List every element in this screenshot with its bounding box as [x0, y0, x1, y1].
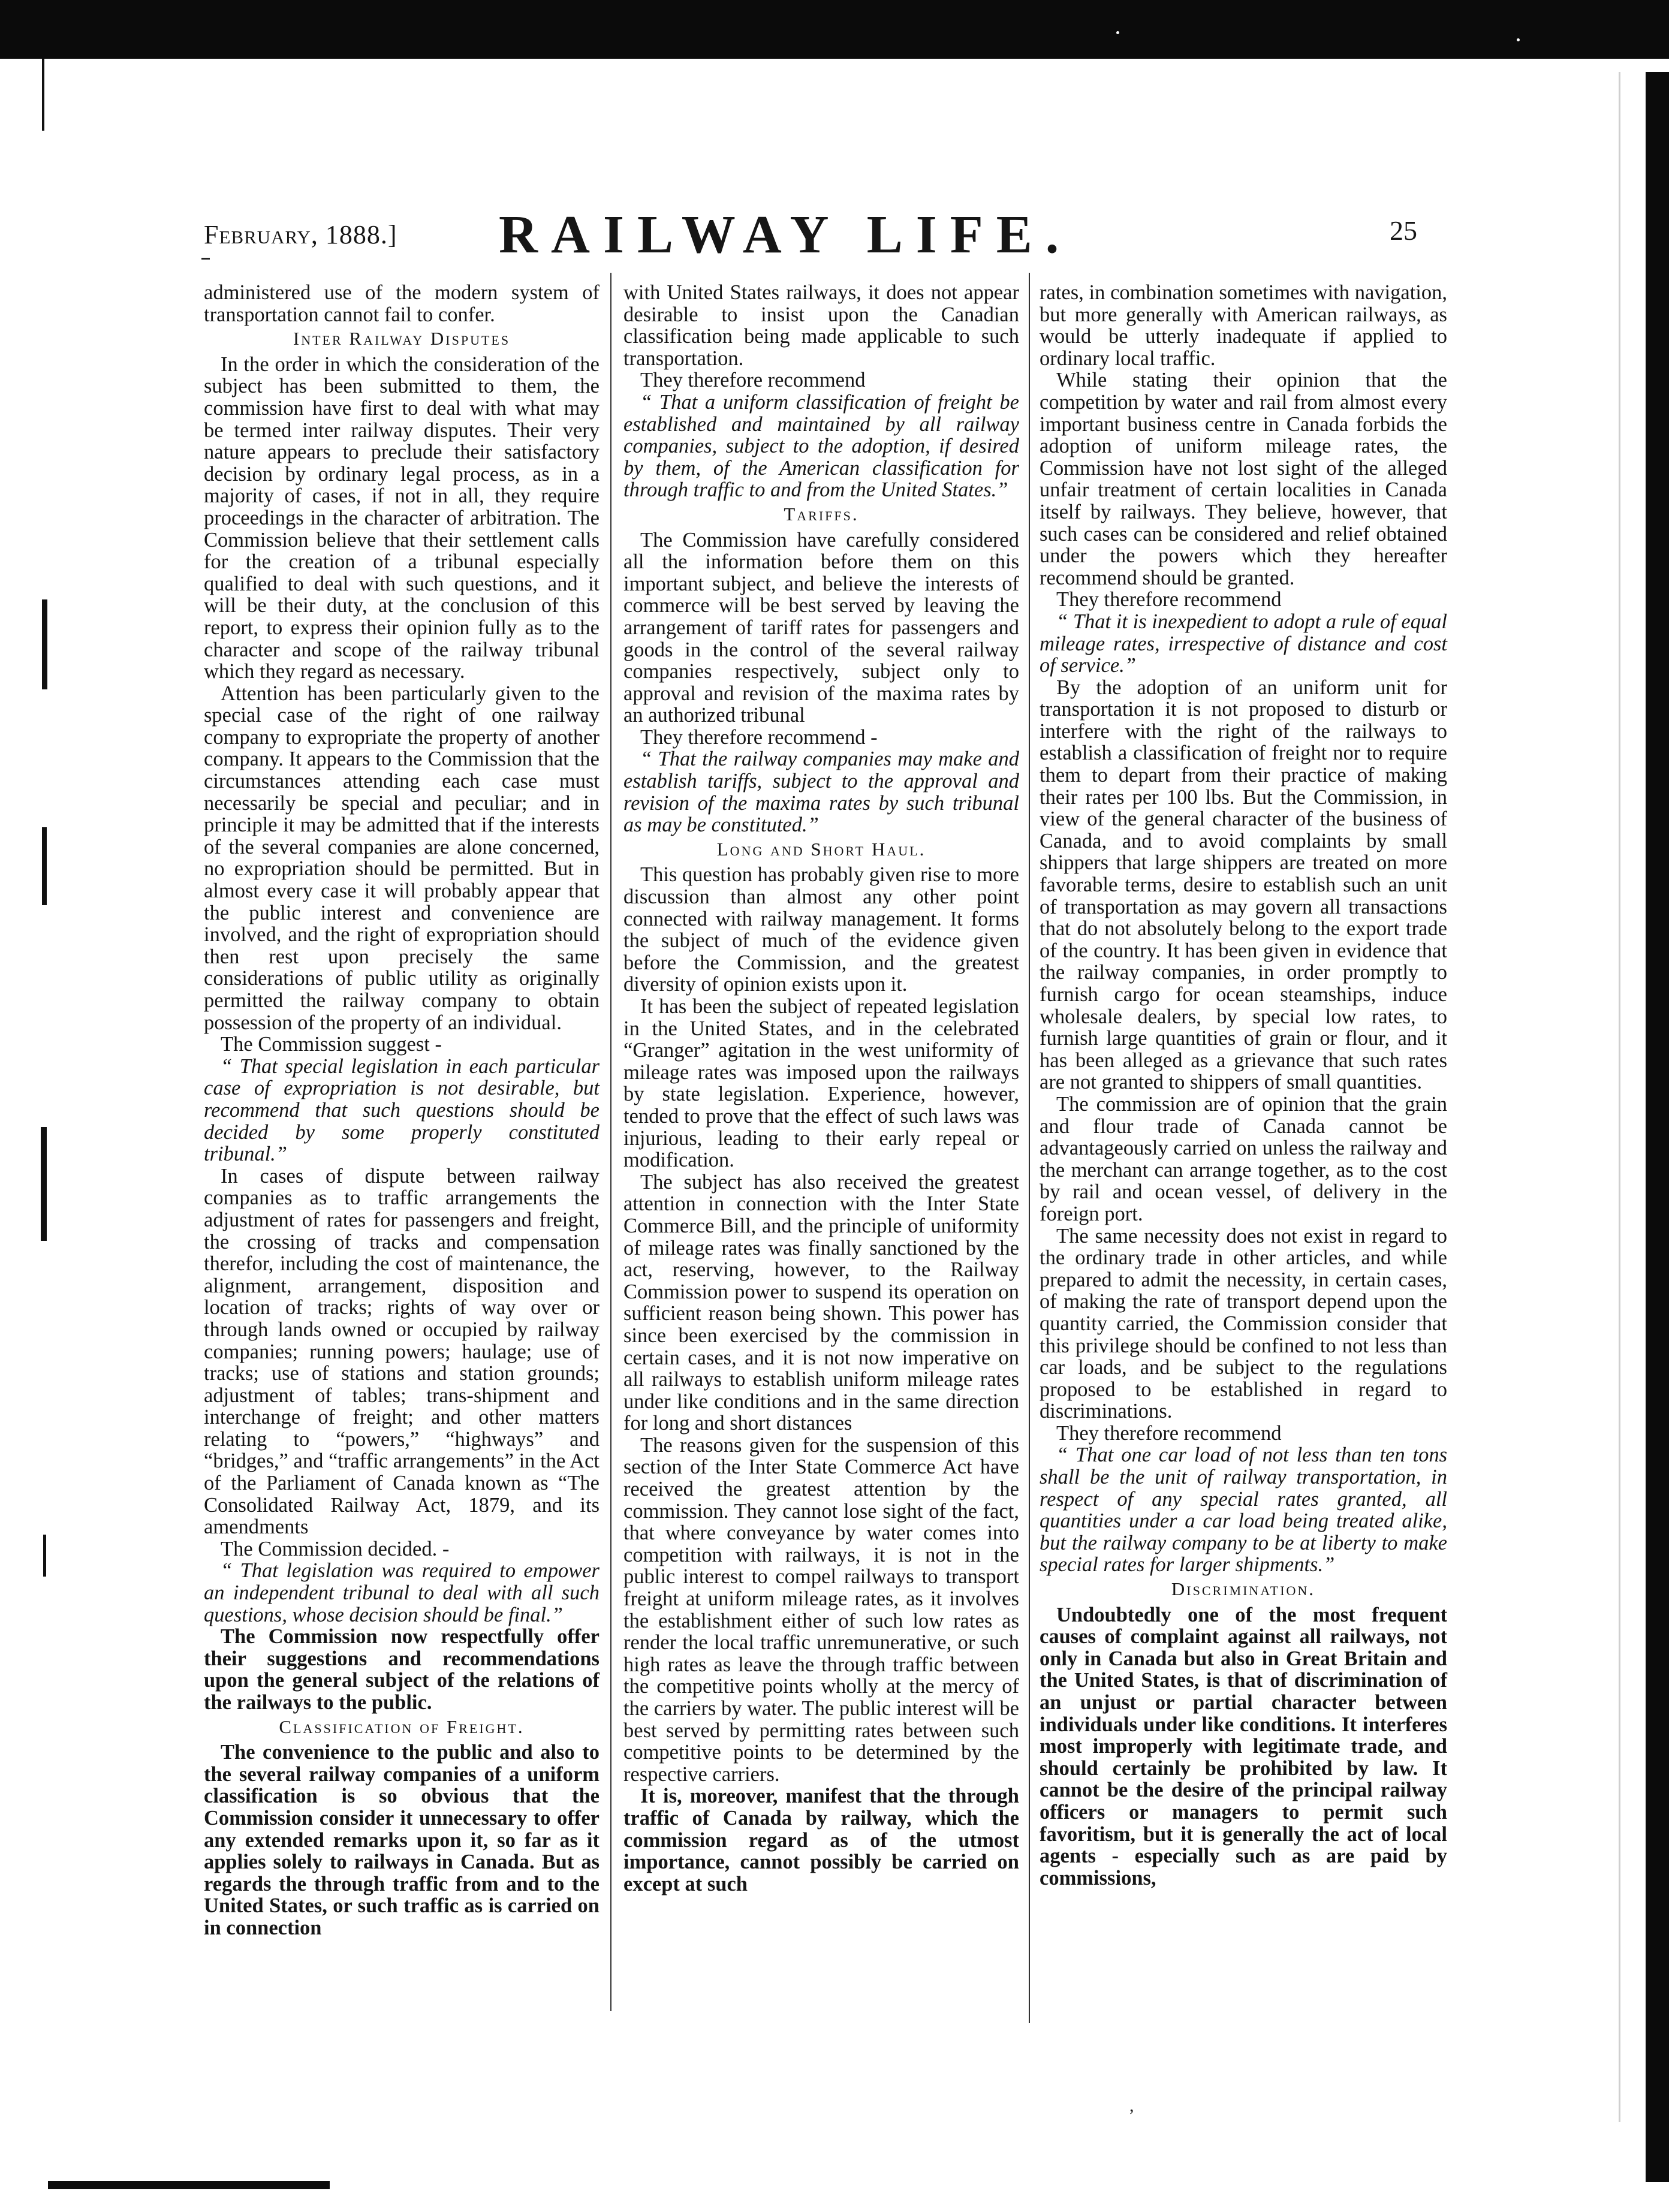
paragraph: rates, in combination sometimes with navigation, but more generally with American railways, as would be utterly inadequate if applied to ordinary local traffic. [1040, 281, 1447, 370]
section-heading: Discrimination. [1171, 1578, 1316, 1600]
article-column-middle [623, 282, 1019, 1895]
paragraph: They therefore recommend - [640, 725, 878, 749]
article-column-right [1040, 282, 1447, 1889]
paragraph: The reasons given for the suspension of this section of the Inter State Commerce Act have received the greatest attention by the commission. They cannot lose sight of the fact, that where conveyance by water comes into competition with railways, it is not in the public interest to compel railways to transport freight at uniform mileage rates, as it involves the establishment either of such low rates as render the local traffic unremunerative, or such high rates as leave the through traffic between the competitive points wholly at the mercy of the carriers by water. The public interest will be best served by permitting rates between such competitive points to be determined by the respective carriers. [623, 1433, 1019, 1786]
paragraph: administered use of the modern system of transportation cannot fail to confer. [204, 281, 599, 326]
section-heading: Long and Short Haul. [716, 838, 926, 860]
margin-mark [43, 1535, 46, 1577]
paragraph: Attention has been particularly given to the special case of the right of one railway company to expropriate the property of another company. It appears to the Commission that the circumstances attending each case must necessarily be special and peculiar; and in principle it may be admitted that if the interests of the several companies are alone concerned, no expropriation should be permitted. But in almost every case it will probably appear that the public interest and convenience are involved, and the right of expropriation should then rest upon precisely the same considerations of public utility as originally permitted the railway company to obtain possession of the property of an individual. [204, 682, 599, 1034]
paragraph: The Commission have carefully considered all the information before them on this important subject, and believe the interests of commerce will be best served by leaving the arrangement of tariff rates for passengers and goods in the control of the several railway companies respectively, subject only to approval and revision of the maxima rates by an authorized tribunal [623, 528, 1019, 727]
margin-mark [42, 599, 47, 689]
recommendation-quote: “ That one car load of not less than ten tons shall be the unit of railway transportation, in respect of any special rates granted, all quantities under a car load being treated alike, but the railway company to be at liberty to make special rates for larger shipments.” [1040, 1443, 1447, 1577]
page-header [0, 198, 1669, 264]
paragraph: They therefore recommend [640, 369, 866, 392]
paragraph: By the adoption of an uniform unit for transportation it is not proposed to disturb or interfere with the right of the railways to establish a classification of freight nor to require them to depart from their practice of making their rates per 100 lbs. But the Commission, in view of the general character of the business of Canada, and to avoid complaints by small shippers that large shippers are treated on more favorable terms, desire to establish such an unit of transportation as may govern all transactions that do not absolutely belong to the export trade of the country. It has been given in evidence that the railway companies, in order promptly to furnish cargo for ocean steamships, induce wholesale dealers, by special low rates, to furnish large quantities of grain or flour, and it has been alleged as a grievance that such rates are not granted to shippers of small quantities. [1040, 676, 1447, 1094]
scan-border-right-edge [1619, 72, 1620, 2122]
article-column-left [204, 282, 599, 1939]
margin-mark [42, 59, 44, 131]
paragraph: They therefore recommend [1056, 588, 1282, 611]
scan-border-right [1646, 72, 1669, 2182]
paragraph: In cases of dispute between railway companies as to traffic arrangements the adjustment of rates for passengers and freight, the crossing of tracks and compensation therefor, including the cost of maintenance, the alignment, arrangement, disposition and location of tracks; rights of way over or through lands owned or occupied by railway companies; running powers; haulage; use of tracks; use of stations and station grounds; adjustment of tables; trans-shipment and interchange of freight; and other matters relating to “powers,” “highways” and “bridges,” and “traffic arrangements” in the Act of the Parliament of Canada known as “The Consolidated Railway Act, 1879, and its amendments [204, 1164, 599, 1539]
paragraph: The same necessity does not exist in regard to the ordinary trade in other articles, and while prepared to admit the necessity, in certain cases, of making the rate of transport depend upon the quantity carried, the Commission consider that this privilege should be confined to not less than car loads, and be subject to the regulations proposed to be established in regard to discriminations. [1040, 1224, 1447, 1423]
paragraph: The Commission suggest - [221, 1033, 442, 1056]
scan-speck [1116, 31, 1119, 34]
paragraph: While stating their opinion that the competition by water and rail from almost every important business centre in Canada forbids the adoption of uniform mileage rates, the Commission have not lost sight of the alleged unfair treatment of certain localities in Canada itself by railways. They believe, however, that such cases can be considered and relief obtained under the powers which they hereafter recommend should be granted. [1040, 369, 1447, 589]
recommendation-quote: “ That it is inexpedient to adopt a rule of equal mileage rates, irrespective of distance and cost of service.” [1040, 610, 1447, 677]
section-heading: Inter Railway Disputes [293, 328, 511, 349]
recommendation-quote: “ That the railway companies may make and establish tariffs, subject to the approval and revision of the maxima rates by such tribunal as may be constituted.” [623, 748, 1019, 837]
recommendation-quote: “ That a uniform classification of freight be established and maintained by all railway companies, subject to the adoption, if desired by them, of the American classification for through traffic to and from the United States.” [623, 390, 1019, 502]
column-rule [610, 273, 611, 2011]
paragraph: The Commission decided. - [221, 1537, 450, 1560]
section-heading: Tariffs. [784, 503, 859, 525]
paragraph: It has been the subject of repeated legislation in the United States, and in the celebrated “Granger” agitation in the west uniformity of mileage rates was imposed upon the railways by state legislation. Experience, however, tended to prove that the effect of such laws was injurious, leading to their early repeal or modification. [623, 995, 1019, 1172]
column-rule [1029, 273, 1030, 2023]
paragraph: This question has probably given rise to more discussion than almost any other point connected with railway management. It forms the subject of much of the evidence given before the Commission, and the greatest diversity of opinion exists upon it. [623, 863, 1019, 996]
page-number: 25 [1390, 215, 1417, 246]
recommendation-quote: “ That special legislation in each particular case of expropriation is not desirable, but recommend that such questions should be decided by some properly constituted tribunal.” [204, 1054, 599, 1166]
scan-border-top [0, 0, 1669, 59]
margin-mark [42, 827, 47, 905]
paragraph: with United States railways, it does not appear desirable to insist upon the Canadian classification being made applicable to such transportation. [623, 281, 1019, 370]
footer-mark: , [1129, 2096, 1134, 2115]
paragraph: The subject has also received the greatest attention in connection with the Inter State Commerce Bill, and the principle of uniformity of mileage rates was finally sanctioned by the act, reserving, however, to the Railway Commission power to suspend its operation on sufficient reason being shown. This power has since been exercised by the commission in certain cases, and it is not now imperative on all railways to establish uniform mileage rates under like conditions and in the same direction for long and short distances [623, 1170, 1019, 1435]
masthead-title: RAILWAY LIFE. [499, 205, 1073, 264]
recommendation-quote: “ That legislation was required to empower an independent tribunal to deal with all such questions, whose decision should be final.” [204, 1559, 599, 1626]
paragraph: Undoubtedly one of the most frequent causes of complaint against all railways, not only in Canada but also in Great Britain and the United States, is that of discrimination of an unjust or partial character between individuals under like conditions. It interferes most improperly with legitimate trade, and should certainly be prohibited by law. It cannot be the desire of the principal railway officers or managers to permit such favoritism, but it is generally the act of local agents - especially such as are paid by commissions, [1040, 1603, 1447, 1889]
section-heading: Classification of Freight. [279, 1716, 525, 1737]
paragraph: It is, moreover, manifest that the through traffic of Canada by railway, which the commission regard as of the utmost importance, cannot possibly be carried on except at such [623, 1785, 1019, 1895]
margin-mark [41, 1127, 47, 1241]
header-dash [201, 258, 210, 260]
paragraph: In the order in which the consideration of the subject has been submitted to them, the commission have first to deal with what may be termed inter railway disputes. Their very nature appears to preclude their satisfactory decision by ordinary legal process, as in a majority of cases, if not in all, they require proceedings in the character of arbitration. The Commission believe that their settlement calls for the creation of a tribunal especially qualified to deal with such questions, and it will be their duty, at the conclusion of this report, to express their opinion fully as to the character and scope of the railway tribunal which they regard as necessary. [204, 352, 599, 683]
paragraph: The Commission now respectfully offer their suggestions and recommendations upon the general subject of the relations of the railways to the public. [204, 1625, 599, 1714]
scan-border-bottom [48, 2181, 330, 2189]
paragraph: The commission are of opinion that the grain and flour trade of Canada cannot be advantageously carried on unless the railway and the merchant can arrange together, as to the cost by rail and ocean vessel, of delivery in the foreign port. [1040, 1092, 1447, 1225]
paragraph: They therefore recommend [1056, 1421, 1282, 1445]
paragraph: The convenience to the public and also to the several railway companies of a uniform classification is so obvious that the Commission consider it unnecessary to offer any extended remarks upon it, so far as it applies solely to railways in Canada. But as regards the through traffic from and to the United States, or such traffic as is carried on in connection [204, 1741, 599, 1939]
scan-speck [1517, 38, 1520, 41]
issue-date: February, 1888.] [204, 220, 397, 249]
